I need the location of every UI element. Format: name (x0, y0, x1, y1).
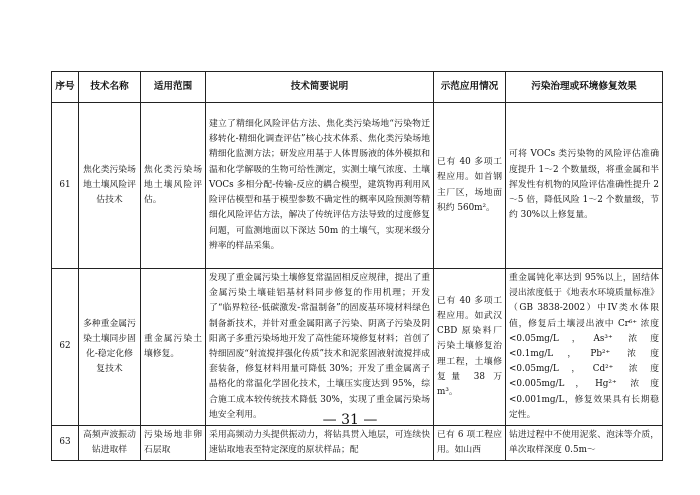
table-header-row (52, 72, 663, 103)
scope-cell: 重金属污染土壤修复。 (141, 269, 206, 426)
scope-cell: 焦化类污染场地土壤风险评估。 (141, 103, 206, 269)
header-scope: 适用范围 (141, 72, 206, 103)
technology-name: 高频声波振动钻进取样 (83, 430, 136, 456)
page-number: — 31 — (322, 412, 378, 428)
table-row (52, 103, 663, 269)
description-cell: 发现了重金属污染土壤修复常温固相反应规律，提出了重金属污染土壤硅铝基材料同步修复的作用机理；开发了“临界粒径-低碳激发-常温制备”的固废基环境材料绿色制备新技术，并针对重金属阳离子污染、阴离子污染及阴阳离子多重污染场地开发了高性能环境修复材料；首创了特细固废“射流搅拌强化传质”技术和泥浆固液射流搅拌成套装备，修复材料用量可降低 30%；开发了重金属离子晶格化的常温化学固化技术，土壤压实度达到 95%，综合施工成本较传统技术降低 30%，实现了重金属污染场地安全利用。 (206, 269, 434, 426)
effect-cell: 钻进过程中不使用泥浆、泡沫等介质，单次取样深度 0.5m～ (509, 430, 659, 456)
demo-cell: 已有 40 多项工程应用。如首钢主厂区，场地面积约 560m²。 (434, 103, 506, 269)
effect-cell: 重金属钝化率达到 95%以上，固结体浸出浓度低于《地表水环境质量标准》（GB 3838-2002）中IV类水体限值，修复后土壤浸出液中 Cr⁶⁺ 浓度 <0.05mg/L，As³⁺ 浓度 <0.1mg/L，Pb²⁺ 浓度 <0.05mg/L，Cd²⁺ 浓度 <0.005mg/L，Hg²⁺ 浓度 <0.001mg/L，修复效果具有长期稳定性。 (506, 269, 663, 426)
description-cell: 建立了精细化风险评估方法、焦化类污染场地“污染物迁移转化-精细化调查评估”核心技术体系、焦化类污染场地精细化监测方法；研发应用基于人体胃肠液的体外模拟和温和化学解吸的生物可给性测定，实测土壤气浓度、土壤 VOCs 多相分配-传输-反应的耦合模型，建筑物再利用风险评估模型和基于模型参数不确定性的概率风险预测等精细化风险评估方法，解决了传统评估方法导致的过度修复问题，可监测地面以下深达 50m 的土壤气，实现米级分辨率的样品采集。 (206, 103, 434, 269)
row-number: 63 (52, 426, 79, 461)
header-no: 序号 (52, 72, 79, 103)
row-number: 61 (52, 103, 79, 269)
technology-name: 多种重金属污染土壤同步固化-稳定化修复技术 (79, 269, 141, 426)
demo-cell: 已有 40 多项工程应用。如武汉 CBD 原染料厂污染土壤修复治理工程，土壤修复量 38 万 m³。 (434, 269, 506, 426)
header-name: 技术名称 (79, 72, 141, 103)
row-number: 62 (52, 269, 79, 426)
demo-cell: 已有 6 项工程应用。如山西 (437, 430, 502, 456)
technology-name: 焦化类污染场地土壤风险评估技术 (79, 103, 141, 269)
header-desc: 技术简要说明 (206, 72, 434, 103)
scope-cell: 污染场地非卵石层取 (144, 430, 202, 456)
table-row (52, 269, 663, 426)
description-cell: 采用高频动力头提供振动力，将钻具贯入地层，可连续快速钻取地表至特定深度的原状样品；配 (209, 430, 430, 456)
effect-cell: 可将 VOCs 类污染物的风险评估准确度提升 1～2 个数量级，将重金属和半挥发性有机物的风险评估准确性提升 2～5 倍，降低风险 1～2 个数量级，节约 30%以上修复量。 (506, 103, 663, 269)
header-effect: 污染治理或环境修复效果 (506, 72, 663, 103)
table-row (52, 426, 663, 461)
header-demo: 示范应用情况 (434, 72, 506, 103)
technology-table (51, 71, 663, 461)
